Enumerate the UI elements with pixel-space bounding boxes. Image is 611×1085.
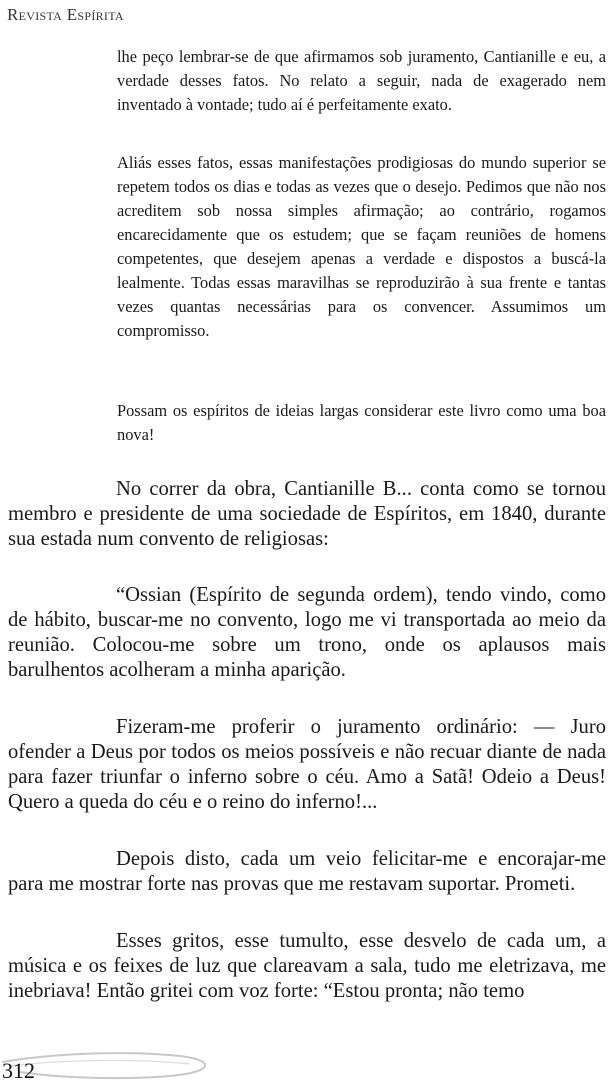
quote-paragraph-2: Aliás esses fatos, essas manifestações prodigiosas do mundo superior se repetem todos os dias e todas as vezes que o desejo. Pedimos que não nos acreditem sob nossa simples afirmação; ao contrário, rogamos encarecidamente que os estudem; que se façam reuniões de homens competentes, que desejem apenas a verdade e dispostos a buscá-la lealmente. Todas essas maravilhas se reproduzirão à sua frente e tantas vezes quantas necessárias para os convencer. Assumimos um compromisso.	[117, 153, 606, 340]
quote-paragraph-3: Possam os espíritos de ideias largas considerar este livro como uma boa nova!	[117, 401, 606, 444]
body-paragraph-5: Esses gritos, esse tumulto, esse desvelo de cada um, a música e os feixes de luz que clareavam a sala, tudo me eletrizava, me inebriava! Então gritei com voz forte: “Estou pronta; não temo	[8, 930, 606, 1002]
body-paragraph-2: “Ossian (Espírito de segunda ordem), tendo vindo, como de hábito, buscar-me no convento, logo me vi transportada ao meio da reunião. Colocou-me sobre um trono, onde os aplausos mais barulhentos acolheram a minha aparição.	[8, 584, 606, 681]
body-paragraph-3: Fizeram-me proferir o juramento ordinário: — Juro ofender a Deus por todos os meios possíveis e não recuar diante de nada para fazer triunfar o inferno sobre o céu. Amo a Satã! Odeio a Deus! Quero a queda do céu e o reino do inferno!...	[8, 716, 606, 813]
running-head: Revista Espírita	[7, 5, 124, 24]
quote-paragraph-1: lhe peço lembrar-se de que afirmamos sob juramento, Cantianille e eu, a verdade desses fatos. No relato a seguir, nada de exagerado nem inventado à vontade; tudo aí é perfeitamente exato.	[117, 47, 606, 114]
body-paragraph-4: Depois disto, cada um veio felicitar-me e encorajar-me para me mostrar forte nas provas que me restavam suportar. Prometi.	[8, 848, 606, 895]
body-paragraph-1: No correr da obra, Cantianille B... conta como se tornou membro e presidente de uma sociedade de Espíritos, em 1840, durante sua estada num convento de religiosas:	[8, 478, 606, 550]
page-number: 312	[2, 1058, 35, 1083]
